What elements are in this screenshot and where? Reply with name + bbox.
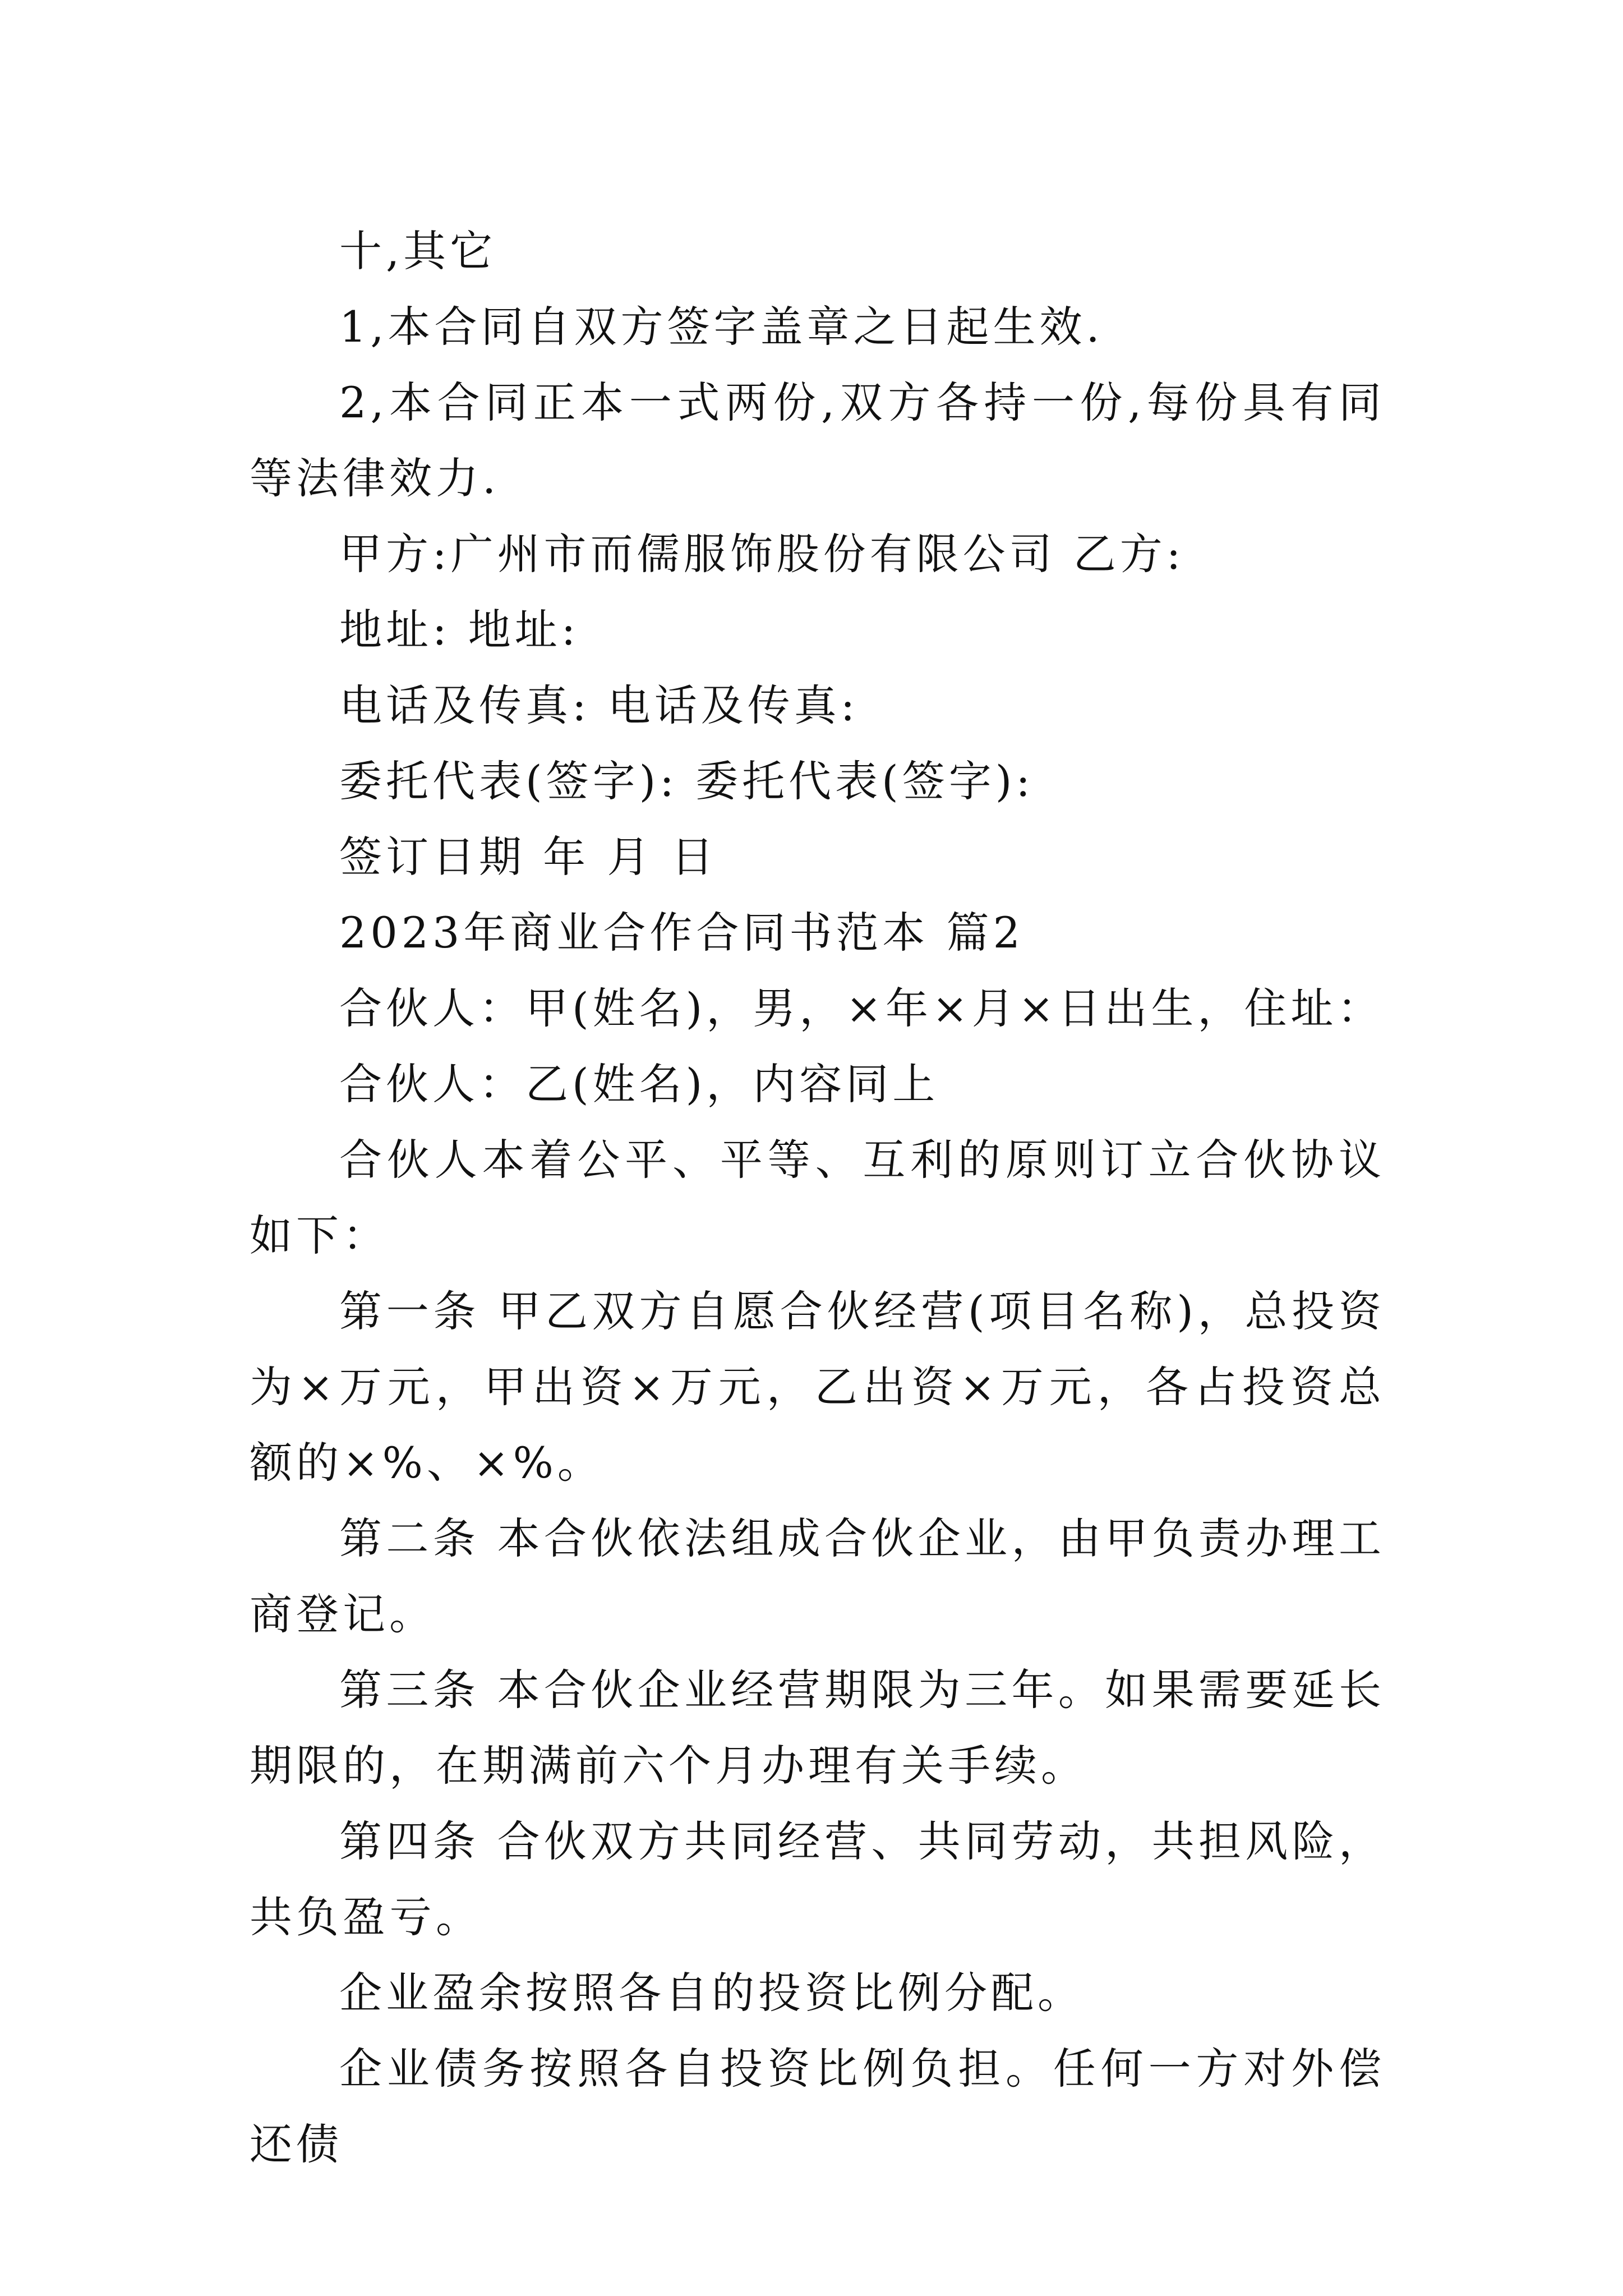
paragraph-clause-1: 1,本合同自双方签字盖章之日起生效. bbox=[339, 302, 1104, 352]
article-1: 第一条 甲乙双方自愿合伙经营(项目名称)，总投资为×万元，甲出资×万元，乙出资×万元，各占投资总额的×%、×%。 bbox=[250, 1286, 1385, 1488]
document-body bbox=[250, 213, 1385, 2182]
signing-date-line: 签订日期 年 月 日 bbox=[339, 832, 718, 882]
article-4: 第四条 合伙双方共同经营、共同劳动，共担风险，共负盈亏。 bbox=[250, 1816, 1385, 1942]
partner-a-line: 合伙人：甲(姓名)，男，×年×月×日出生，住址： bbox=[339, 983, 1384, 1033]
debt-allocation: 企业债务按照各自投资比例负担。任何一方对外偿还债 bbox=[250, 2044, 1385, 2169]
phone-fax-line: 电话及传真: 电话及传真: bbox=[339, 680, 859, 730]
agreement-intro: 合伙人本着公平、平等、互利的原则订立合伙协议如下： bbox=[250, 1135, 1385, 1260]
representative-line: 委托代表(签字): 委托代表(签字): bbox=[339, 756, 1034, 806]
profit-distribution: 企业盈余按照各自的投资比例分配。 bbox=[339, 1968, 1084, 2018]
article-3: 第三条 本合伙企业经营期限为三年。如果需要延长期限的，在期满前六个月办理有关手续。 bbox=[250, 1665, 1385, 1791]
partner-b-line: 合伙人：乙(姓名)，内容同上 bbox=[339, 1059, 939, 1109]
party-line: 甲方:广州市而儒服饰股份有限公司 乙方: bbox=[339, 529, 1185, 579]
paragraph-section-ten-heading: 十,其它 bbox=[339, 226, 497, 276]
article-2: 第二条 本合伙依法组成合伙企业，由甲负责办理工商登记。 bbox=[250, 1513, 1385, 1639]
section-title: 2023年商业合作合同书范本 篇2 bbox=[339, 908, 1024, 958]
paragraph-clause-2: 2,本合同正本一式两份,双方各持一份,每份具有同等法律效力. bbox=[250, 378, 1385, 503]
address-line: 地址: 地址: bbox=[339, 605, 580, 655]
